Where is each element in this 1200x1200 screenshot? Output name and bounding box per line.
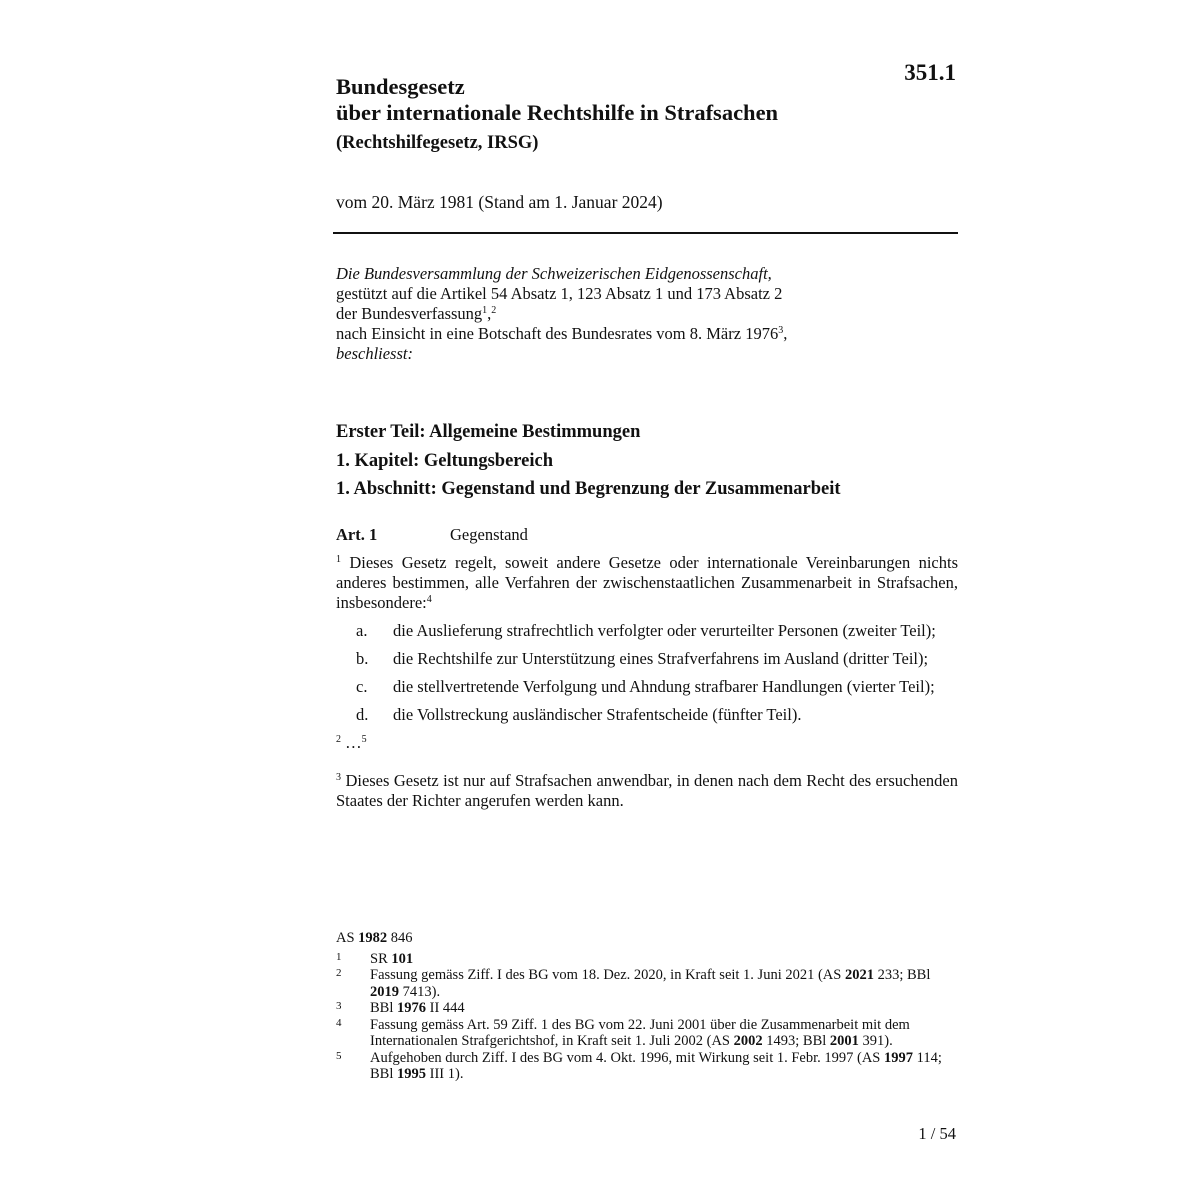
footnote-ref-3[interactable]: 3 (778, 325, 784, 336)
list-item-text: die Auslieferung strafrechtlich verfolgter oder verurteilter Personen (zweiter Teil); (393, 621, 936, 640)
footnote-1 (336, 951, 958, 968)
footnote-text (370, 1050, 958, 1083)
footnote-ref-separator: , (487, 304, 492, 323)
preamble-message-end: , (783, 324, 788, 343)
preamble-message-text: nach Einsicht in eine Botschaft des Bundesrates vom 8. März 1976 (336, 324, 779, 343)
footnote-text (370, 1017, 958, 1050)
footnote-number: 5 (336, 1049, 342, 1062)
title-line-2: über internationale Rechtshilfe in Strafsachen (336, 100, 779, 125)
list-item-text: die Vollstreckung ausländischer Strafentscheide (fünfter Teil). (393, 705, 802, 724)
preamble-basis-text: der Bundesverfassung (336, 304, 483, 323)
footnote-number: 1 (336, 950, 342, 963)
section-heading: 1. Abschnitt: Gegenstand und Begrenzung der Zusammenarbeit (336, 479, 841, 499)
footnote-bold-part: 2021 (844, 967, 874, 983)
footnote-ref-2[interactable]: 2 (491, 305, 497, 316)
footnote-text (370, 1000, 958, 1017)
footnote-2 (336, 967, 958, 1000)
footnote-text-part: 114; BBl (370, 1049, 942, 1082)
footnotes (336, 930, 958, 1083)
footnote-4 (336, 1017, 958, 1050)
footnote-text-part: Aufgehoben durch Ziff. I des BG vom 4. Okt. 1996, mit Wirkung seit 1. Febr. 1997 (AS (370, 1049, 884, 1066)
footnote-text-part: III 1). (426, 1066, 464, 1082)
footnote-bold-part: 2019 (370, 983, 399, 1000)
footnote-bold-part: 2001 (829, 1033, 859, 1049)
footnote-5 (336, 1050, 958, 1083)
preamble-assembly: Die Bundesversammlung der Schweizerischen Eidgenossenschaft, (336, 264, 772, 283)
footnote-bold-part: 1976 (397, 1000, 426, 1016)
as-page: 846 (390, 930, 413, 946)
footnote-text (370, 967, 958, 1000)
article-paragraph-3 (336, 771, 958, 811)
footnote-text-part: 1493; BBl (762, 1033, 830, 1049)
footnote-ref-1[interactable]: 1 (482, 305, 488, 316)
as-year: 1982 (358, 930, 388, 946)
list-item-letter: b. (356, 649, 369, 668)
article-paragraph-1 (336, 553, 958, 613)
footnote-text-part: II 444 (426, 1000, 465, 1016)
section-headings (336, 418, 958, 504)
paragraph-number-1: 1 (336, 554, 341, 565)
footnote-number: 2 (336, 967, 342, 979)
preamble-resolves: beschliesst: (336, 344, 413, 363)
list-item (336, 705, 958, 725)
chapter-heading: 1. Kapitel: Geltungsbereich (336, 450, 554, 471)
document-page (336, 0, 958, 1200)
preamble-basis-line-2 (336, 304, 958, 324)
article-number: Art. 1 (336, 525, 378, 544)
preamble-message-line (336, 324, 958, 344)
footnote-bold-part: 1997 (884, 1049, 913, 1066)
page-number: 1 / 54 (918, 1124, 956, 1143)
document-subtitle: (Rechtshilfegesetz, IRSG) (336, 133, 539, 153)
paragraph-number-2: 2 (336, 734, 341, 745)
paragraph-number-3: 3 (336, 772, 341, 783)
article-1 (336, 525, 958, 811)
preamble (336, 264, 958, 364)
sr-number: 351.1 (904, 60, 956, 85)
footnote-bold-part: 2002 (733, 1033, 763, 1049)
document-title (336, 74, 876, 126)
list-item-letter: c. (356, 677, 368, 696)
footnote-3 (336, 1000, 958, 1017)
date-line: vom 20. März 1981 (Stand am 1. Januar 2024) (336, 192, 663, 212)
article-item-list (336, 621, 958, 725)
title-block (336, 74, 876, 154)
as-reference (336, 930, 958, 947)
part-heading: Erster Teil: Allgemeine Bestimmungen (336, 422, 641, 442)
article-title: Gegenstand (450, 525, 528, 544)
footnote-number: 3 (336, 1000, 342, 1012)
footnote-ref-5[interactable]: 5 (361, 734, 367, 745)
paragraph-3-text: Dieses Gesetz ist nur auf Strafsachen anwendbar, in denen nach dem Recht des ersuchenden Staates der Richter angerufen werden kann. (336, 771, 959, 810)
title-line-1: Bundesgesetz (336, 74, 465, 99)
article-paragraph-2 (336, 733, 958, 753)
footnote-text-part: Fassung gemäss Art. 59 Ziff. 1 des BG vom 22. Juni 2001 über die Zusammenarbeit mit dem Internationalen Strafgerichtshof, in Kraft seit 1. Juli 2002 (AS (370, 1016, 910, 1049)
list-item (336, 649, 958, 669)
paragraph-1-text: Dieses Gesetz regelt, soweit andere Gesetze oder internationale Vereinbarungen nichts anderes bestimmen, alle Verfahren der zwischenstaatlichen Zusammenarbeit in Strafsachen, insbesondere: (336, 553, 958, 612)
list-item (336, 621, 958, 641)
footnote-text-part: Fassung gemäss Ziff. I des BG vom 18. Dez. 2020, in Kraft seit 1. Juni 2021 (AS (370, 967, 845, 983)
list-item-letter: d. (356, 705, 369, 724)
footnote-bold-part: 1995 (397, 1066, 426, 1082)
footnote-ref-4[interactable]: 4 (426, 594, 432, 605)
footnote-text-part: 233; BBl (873, 967, 931, 983)
list-item (336, 677, 958, 697)
article-header (336, 525, 958, 545)
footnote-text (370, 951, 958, 968)
list-item-text: die stellvertretende Verfolgung und Ahndung strafbarer Handlungen (vierter Teil); (393, 677, 935, 696)
preamble-basis-line-1: gestützt auf die Artikel 54 Absatz 1, 123 Absatz 1 und 173 Absatz 2 (336, 284, 783, 303)
footnote-text-part: 391). (858, 1033, 893, 1049)
footnote-number: 4 (336, 1016, 342, 1029)
footnote-text-part: SR (370, 950, 392, 967)
list-item-letter: a. (356, 621, 368, 640)
footnote-bold-part: 101 (391, 950, 414, 967)
header-divider (333, 232, 958, 234)
list-item-text: die Rechtshilfe zur Unterstützung eines Strafverfahrens im Ausland (dritter Teil); (393, 649, 929, 668)
footnote-text-part: BBl (370, 1000, 397, 1016)
as-prefix: AS (336, 930, 355, 946)
paragraph-2-text: … (345, 733, 362, 752)
footnote-text-part: 7413). (399, 983, 441, 1000)
